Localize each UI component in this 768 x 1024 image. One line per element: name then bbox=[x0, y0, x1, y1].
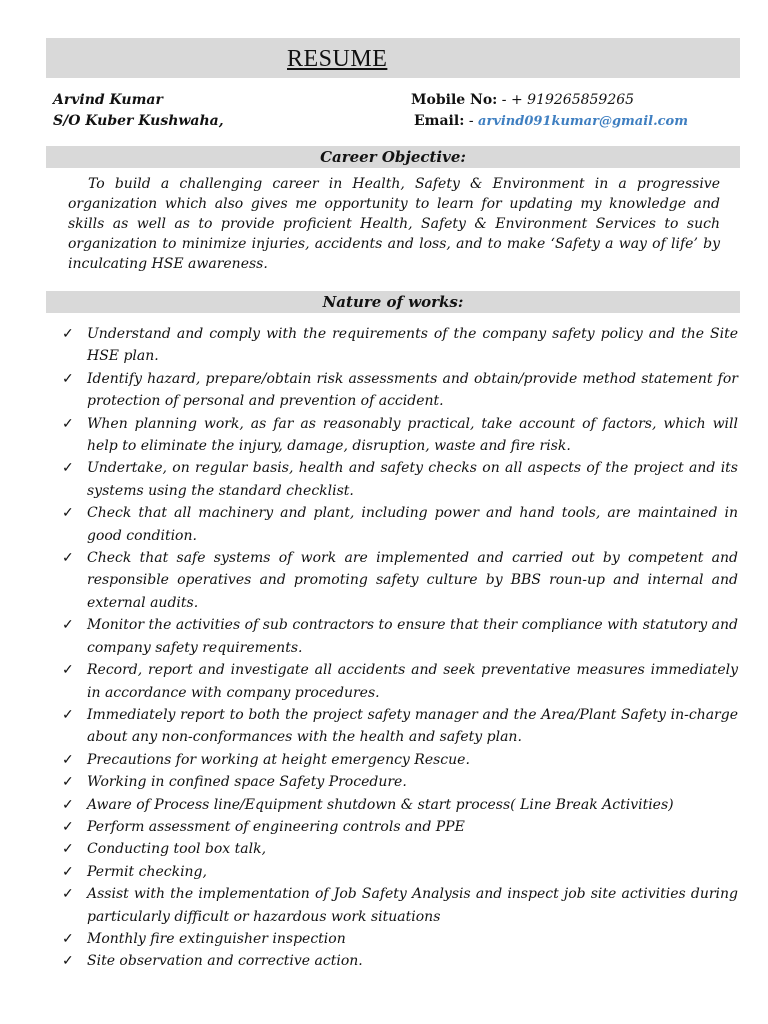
list-item bbox=[62, 547, 738, 614]
list-item bbox=[62, 816, 738, 838]
list-item-text: Check that safe systems of work are implemented and carried out by competent and responsible operatives and promoting safety culture by BBS roun-up and internal and external audits. bbox=[87, 550, 738, 611]
email-separator: - bbox=[464, 113, 479, 129]
check-icon: ✓ bbox=[62, 505, 74, 522]
list-item bbox=[62, 413, 738, 458]
list-item-text: Perform assessment of engineering controls and PPE bbox=[87, 818, 465, 835]
list-item bbox=[62, 883, 738, 928]
list-item-text: When planning work, as far as reasonably practical, take account of factors, which will help to eliminate the injury, damage, disruption, waste and fire risk. bbox=[87, 415, 738, 455]
applicant-name: Arvind Kumar bbox=[53, 92, 163, 108]
list-item bbox=[62, 794, 738, 816]
list-item bbox=[62, 368, 738, 413]
list-item bbox=[62, 659, 738, 704]
check-icon: ✓ bbox=[62, 796, 74, 813]
check-icon: ✓ bbox=[62, 774, 74, 791]
list-item-text: Understand and comply with the requirements of the company safety policy and the Site HSE plan. bbox=[87, 326, 738, 365]
list-item bbox=[62, 861, 738, 883]
mobile-line bbox=[411, 92, 634, 108]
check-icon: ✓ bbox=[62, 326, 74, 342]
check-icon: ✓ bbox=[62, 550, 74, 567]
list-item-text: Working in confined space Safety Procedure. bbox=[87, 774, 407, 791]
check-icon: ✓ bbox=[62, 662, 74, 679]
nature-of-works-heading: Nature of works: bbox=[46, 291, 740, 313]
list-item bbox=[62, 704, 738, 749]
list-item bbox=[62, 749, 738, 771]
mobile-label: Mobile No: bbox=[411, 92, 498, 108]
check-icon: ✓ bbox=[62, 751, 74, 768]
check-icon: ✓ bbox=[62, 370, 74, 387]
list-item-text: Record, report and investigate all accidents and seek preventative measures immediately in accordance with company procedures. bbox=[87, 662, 738, 701]
list-item-text: Monthly fire extinguisher inspection bbox=[87, 930, 346, 947]
check-icon: ✓ bbox=[62, 930, 74, 947]
list-item bbox=[62, 502, 738, 547]
applicant-relation: S/O Kuber Kushwaha, bbox=[53, 113, 224, 129]
check-icon: ✓ bbox=[62, 706, 74, 723]
check-icon: ✓ bbox=[62, 818, 74, 835]
check-icon: ✓ bbox=[62, 415, 74, 432]
nature-of-works-list bbox=[62, 323, 738, 973]
list-item bbox=[62, 771, 738, 793]
check-icon: ✓ bbox=[62, 460, 74, 477]
list-item bbox=[62, 457, 738, 502]
list-item-text: Conducting tool box talk, bbox=[87, 841, 267, 858]
check-icon: ✓ bbox=[62, 863, 74, 880]
list-item bbox=[62, 838, 738, 860]
list-item-text: Site observation and corrective action. bbox=[87, 953, 363, 970]
career-objective-text: To build a challenging career in Health, Safety & Environment in a progressive organization which also gives me opportunity to learn for updating my knowledge and skills as well as to provide proficient Health, Safety & Environment Services to such organization to minimize injuries, accidents and loss, and to make ‘Safety a way of life’ by inculcating HSE awareness. bbox=[68, 176, 720, 272]
list-item-text: Assist with the implementation of Job Safety Analysis and inspect job site activities during particularly difficult or hazardous work situations bbox=[87, 886, 738, 925]
list-item-text: Immediately report to both the project safety manager and the Area/Plant Safety in-charge about any non-conformances with the health and safety plan. bbox=[87, 706, 738, 746]
career-objective-heading: Career Objective: bbox=[46, 146, 740, 168]
list-item-text: Check that all machinery and plant, including power and hand tools, are maintained in good condition. bbox=[87, 505, 738, 544]
check-icon: ✓ bbox=[62, 617, 74, 634]
list-item-text: Identify hazard, prepare/obtain risk assessments and obtain/provide method statement for protection of personal and prevention of accident. bbox=[87, 370, 738, 410]
check-icon: ✓ bbox=[62, 953, 74, 970]
list-item bbox=[62, 323, 738, 368]
list-item-text: Permit checking, bbox=[87, 863, 207, 880]
email-label: Email: bbox=[414, 113, 465, 129]
list-item-text: Undertake, on regular basis, health and safety checks on all aspects of the project and its systems using the standard checklist. bbox=[87, 460, 738, 499]
list-item bbox=[62, 614, 738, 659]
mobile-value: - + 919265859265 bbox=[497, 92, 635, 108]
check-icon: ✓ bbox=[62, 841, 74, 858]
list-item-text: Precautions for working at height emergency Rescue. bbox=[87, 751, 470, 768]
list-item bbox=[62, 928, 738, 950]
title-bar bbox=[46, 38, 740, 78]
list-item-text: Aware of Process line/Equipment shutdown & start process( Line Break Activities) bbox=[87, 796, 674, 813]
list-item bbox=[62, 950, 738, 972]
page-title: RESUME bbox=[287, 46, 388, 72]
email-line bbox=[414, 113, 688, 129]
email-link[interactable]: arvind091kumar@gmail.com bbox=[478, 114, 688, 129]
check-icon: ✓ bbox=[62, 886, 74, 903]
list-item-text: Monitor the activities of sub contractors to ensure that their compliance with statutory and company safety requirements. bbox=[87, 617, 738, 656]
